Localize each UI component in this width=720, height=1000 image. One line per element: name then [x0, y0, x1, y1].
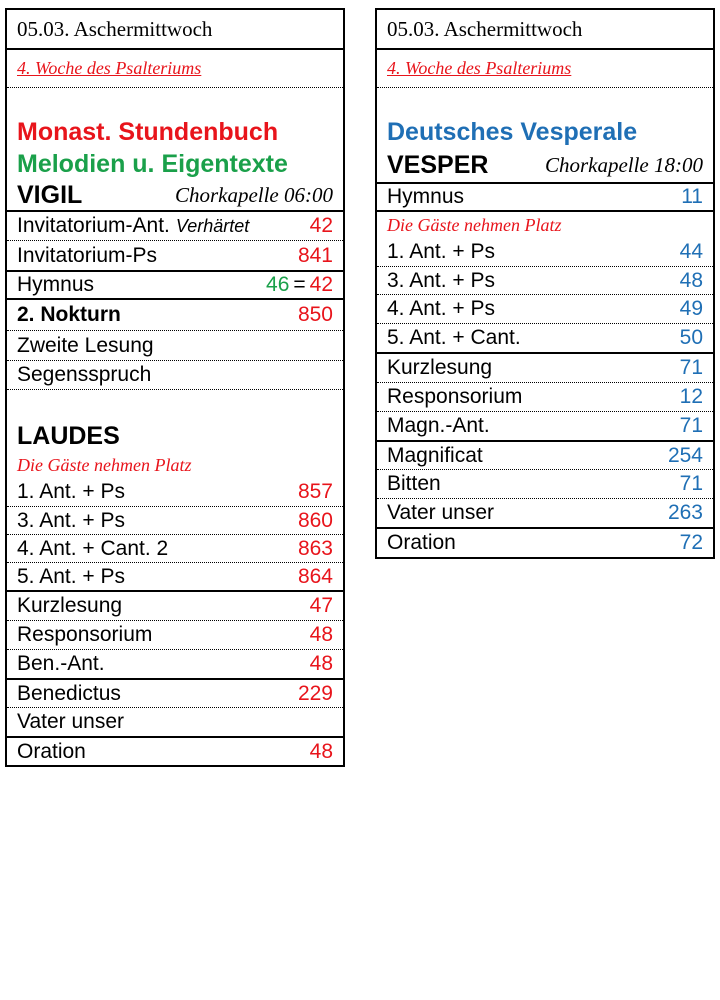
vesper-item-label: Kurzlesung [387, 356, 493, 379]
zweite-lesung-label: Zweite Lesung [17, 333, 154, 357]
vesper-item-page: 254 [667, 443, 703, 467]
vesper-item-page: 12 [679, 385, 703, 408]
vigil-time: Chorkapelle 06:00 [174, 182, 333, 207]
vesper-item-page: 72 [679, 531, 703, 554]
vesper-item [377, 382, 713, 411]
vesper-item-page: 71 [679, 414, 703, 437]
vesper-item-label: Responsorium [387, 385, 523, 408]
vesper-item-page: 48 [679, 268, 703, 292]
laudes-item-page: 864 [297, 564, 333, 588]
left-column [5, 8, 345, 767]
laudes-item-page: 47 [309, 594, 333, 617]
vesper-item-page: 49 [679, 297, 703, 320]
vesper-guests-note: Die Gäste nehmen Platz [387, 214, 562, 235]
vesper-title: VESPER [387, 150, 489, 179]
vesper-item-page: 71 [679, 472, 703, 495]
laudes-item-label: Benedictus [17, 681, 121, 705]
vigil-title: VIGIL [17, 180, 83, 209]
laudes-item-page: 860 [297, 508, 333, 532]
vesper-item [377, 238, 713, 266]
laudes-item-page: 48 [309, 623, 333, 646]
vigil-hymnus-row [7, 270, 343, 300]
segensspruch-label: Segensspruch [17, 363, 152, 386]
spacer [377, 88, 713, 116]
invitatorium-ps-page: 841 [297, 243, 333, 267]
vesper-item [377, 352, 713, 382]
invitatorium-ps-label: Invitatorium-Ps [17, 243, 158, 267]
laudes-item-label: 4. Ant. + Cant. 2 [17, 536, 169, 560]
vesper-item [377, 294, 713, 323]
laudes-item [7, 707, 343, 736]
vesper-header [377, 148, 713, 182]
laudes-item [7, 478, 343, 506]
vesper-item-label: Magn.-Ant. [387, 414, 490, 437]
segensspruch-row [7, 360, 343, 390]
vesper-item-label: 5. Ant. + Cant. [387, 326, 521, 349]
hymnus-equals: = [293, 273, 306, 296]
laudes-item [7, 678, 343, 707]
laudes-guests-note: Die Gäste nehmen Platz [17, 454, 192, 475]
vesper-item-label: Vater unser [387, 501, 494, 524]
invitatorium-ant-label: Invitatorium-Ant. [17, 214, 170, 237]
invitatorium-ant-note: Verhärtet [175, 216, 250, 236]
vesper-item-page: 71 [679, 356, 703, 379]
hymnus-page-a: 46 [266, 273, 290, 296]
laudes-item-label: Oration [17, 739, 86, 763]
vigil-hymnus-label: Hymnus [17, 273, 95, 296]
date-label: 05.03. Aschermittwoch [377, 8, 713, 50]
vesper-item-label: Oration [387, 531, 456, 554]
laudes-item [7, 534, 343, 562]
invitatorium-ant-page: 42 [309, 214, 333, 237]
right-column [375, 8, 715, 559]
vesper-item-page: 50 [679, 326, 703, 349]
hymnus-page-b: 42 [309, 273, 333, 296]
psalter-week: 4. Woche des Psalteriums [377, 50, 713, 88]
laudes-item-label: 5. Ant. + Ps [17, 564, 125, 588]
right-header-box [375, 8, 715, 182]
laudes-item [7, 590, 343, 620]
vesper-item-label: 4. Ant. + Ps [387, 297, 495, 320]
laudes-item [7, 649, 343, 678]
laudes-title: LAUDES [17, 422, 120, 450]
vesper-item-label: 3. Ant. + Ps [387, 268, 495, 292]
vesper-item [377, 440, 713, 469]
laudes-item [7, 562, 343, 590]
left-header-box [5, 8, 345, 210]
vesper-item-label: Bitten [387, 472, 441, 495]
vesper-time: Chorkapelle 18:00 [544, 152, 703, 177]
nokturn-label: 2. Nokturn [17, 303, 121, 326]
vesper-hymnus-page: 11 [681, 185, 703, 208]
vesper-item-label: Magnificat [387, 443, 483, 467]
book-subtitle: Melodien u. Eigentexte [17, 149, 288, 178]
vesper-item [377, 469, 713, 498]
vesper-item [377, 266, 713, 294]
laudes-item-page: 863 [297, 536, 333, 560]
laudes-item-page: 48 [309, 652, 333, 675]
laudes-item-label: 3. Ant. + Ps [17, 508, 125, 532]
laudes-item-label: Responsorium [17, 623, 153, 646]
laudes-box [5, 478, 345, 767]
invitatorium-ant-row [7, 210, 343, 240]
vesper-item [377, 498, 713, 527]
psalter-week: 4. Woche des Psalteriums [7, 50, 343, 88]
vesper-hymnus-row [377, 182, 713, 212]
laudes-item-page: 857 [297, 480, 333, 503]
spacer [7, 88, 343, 116]
invitatorium-ps-row [7, 240, 343, 270]
vesper-item [377, 527, 713, 557]
laudes-item [7, 736, 343, 765]
vesper-box [375, 182, 715, 559]
vesper-item-page: 44 [679, 240, 703, 263]
spacer [7, 390, 343, 416]
vesper-item-page: 263 [667, 501, 703, 524]
vesper-item-label: 1. Ant. + Ps [387, 240, 495, 263]
book-title: Monast. Stundenbuch [17, 117, 279, 146]
vesper-item [377, 323, 713, 352]
vigil-box [5, 210, 345, 478]
laudes-item-page: 229 [297, 681, 333, 705]
laudes-item-label: Kurzlesung [17, 594, 123, 617]
vigil-header [7, 180, 343, 210]
date-label: 05.03. Aschermittwoch [7, 8, 343, 50]
vesper-item [377, 411, 713, 440]
zweite-lesung-row [7, 330, 343, 360]
laudes-item-page: 48 [309, 739, 333, 763]
laudes-item-label: Vater unser [17, 710, 124, 733]
laudes-item [7, 506, 343, 534]
laudes-item-label: Ben.-Ant. [17, 652, 105, 675]
book-title: Deutsches Vesperale [387, 117, 638, 146]
vesper-hymnus-label: Hymnus [387, 185, 465, 208]
laudes-item-label: 1. Ant. + Ps [17, 480, 125, 503]
nokturn-page: 850 [297, 303, 333, 326]
nokturn-row [7, 300, 343, 330]
laudes-item [7, 620, 343, 649]
